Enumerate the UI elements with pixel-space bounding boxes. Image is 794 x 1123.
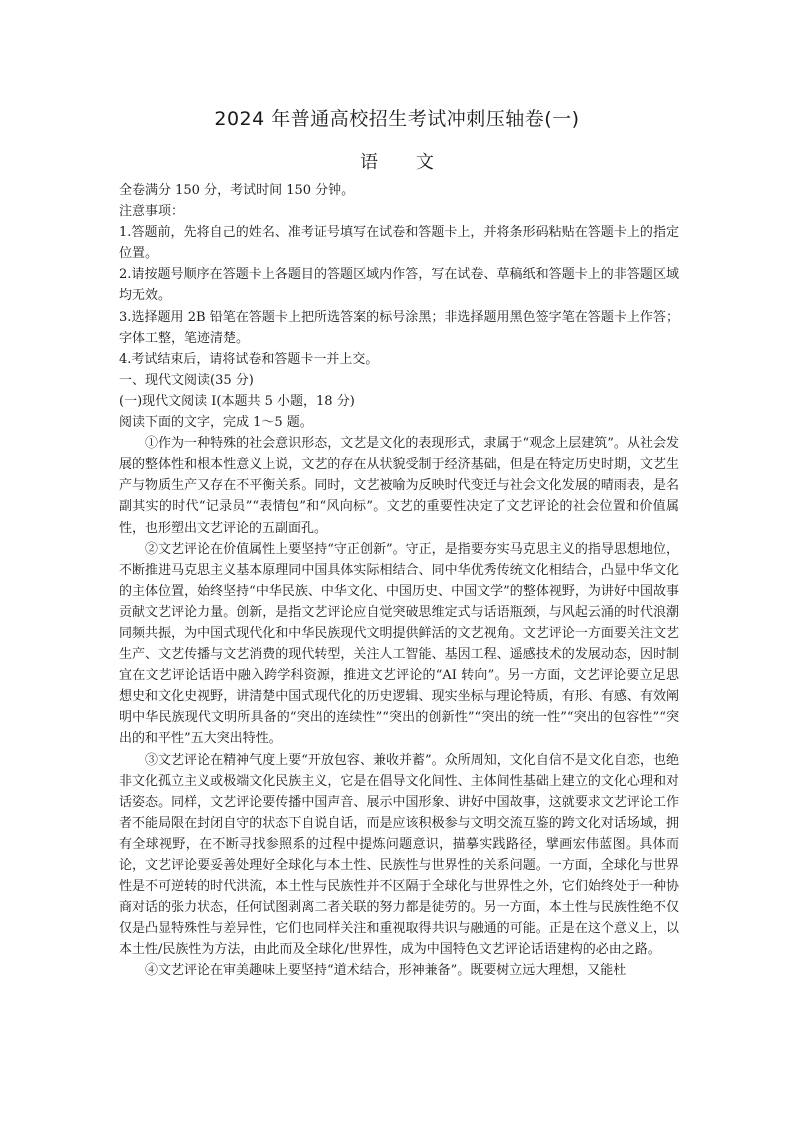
- score-line: 全卷满分 150 分，考试时间 150 分钟。: [119, 183, 355, 198]
- passage-paragraph: ③文艺评论在精神气度上要“开放包容、兼收并蓄”。众所周知，文化自信不是文化自恋，也绝非文化孤立主义或极端文化民族主义，它是在倡导文化间性、主体间性基础上建立的文化心理和对话姿态。同样，文艺评论要传播中国声音、展示中国形象、讲好中国故事，这就要求文艺评论工作者不能局限在封闭自守的状态下自说自话，而是应该积极参与文明交流互鉴的跨文化对话场域，拥有全球视野，在不断寻找参照系的过程中提炼问题意识，描摹实践路径，擘画宏伟蓝图。具体而论，文艺评论要妥善处理好全球化与本土性、民族性与世界性的关系问题。一方面，全球化与世界性是不可逆转的时代洪流，本土性与民族性并不区隔于全球化与世界性之外，它们始终处于一种协商对话的张力状态，任何试图剥离二者关联的努力都是徒劳的。另一方面，本土性与民族性绝不仅仅是凸显特殊性与差异性，它们也同样关注和重视取得共识与融通的可能。正是在这个意义上，以本土性/民族性为方法，由此而及全球化/世界性，成为中国特色文艺评论话语建构的必由之路。: [119, 752, 679, 958]
- passage-paragraph: ①作为一种特殊的社会意识形态，文艺是文化的表现形式，隶属于“观念上层建筑”。从社会发展的整体性和根本性意义上说，文艺的存在从状貌受制于经济基础，但是在特定历史时期，文艺生产与物质生产又存在不平衡关系。同时，文艺被喻为反映时代变迁与社会文化发展的晴雨表，是名副其实的时代“记录员”“表情包”和“风向标”。文艺的重要性决定了文艺评论的社会位置和价值属性，也形塑出文艺评论的五副面孔。: [119, 436, 679, 536]
- notice-title: 注意事项：: [119, 204, 185, 220]
- subject-title: 语文: [360, 152, 472, 173]
- notice-item: 1.答题前，先将自己的姓名、准考证号填写在试卷和答题卡上，并将条形码粘贴在答题卡上的指定位置。: [119, 225, 679, 262]
- section-heading: 一、现代文阅读(35 分): [119, 372, 254, 388]
- exam-body: [119, 180, 679, 982]
- section-subheading: (一)现代文阅读 I(本题共 5 小题，18 分): [119, 393, 355, 409]
- passage-paragraph: ②文艺评论在价值属性上要坚持“守正创新”。守正，是指要夯实马克思主义的指导思想地位，不断推进马克思主义基本原理同中国具体实际相结合、同中华优秀传统文化相结合，凸显中华文化的主体位置，始终坚持“中华民族、中华文化、中国历史、中国文学”的整体视野，为讲好中国故事贡献文艺评论力量。创新，是指文艺评论应自觉突破思维定式与话语瓶颈，与风起云涌的时代浪潮同频共振，为中国式现代化和中华民族现代文明提供鲜活的文艺视角。文艺评论一方面要关注文艺生产、文艺传播与文艺消费的现代转型，关注人工智能、基因工程、遥感技术的发展动态，因时制宜在文艺评论话语中融入跨学科资源，推进文艺评论的“AI 转向”。另一方面，文艺评论要立足思想史和文化史视野，讲清楚中国式现代化的历史逻辑、现实坐标与理论特质，有形、有感、有效阐明中华民族现代文明所具备的“突出的连续性”“突出的创新性”“突出的统一性”“突出的包容性”“突出的和平性”五大突出特性。: [119, 541, 679, 747]
- reading-instruction: 阅读下面的文字，完成 1～5 题。: [119, 415, 313, 431]
- passage-paragraph: ④文艺评论在审美趣味上要坚持“道术结合，形神兼备”。既要树立远大理想，又能杜: [145, 963, 627, 979]
- notice-item: 2.请按题号顺序在答题卡上各题目的答题区域内作答，写在试卷、草稿纸和答题卡上的非答题区域均无效。: [119, 267, 679, 304]
- exam-title: 2024 年普通高校招生考试冲刺压轴卷(一): [214, 108, 580, 130]
- notice-item: 4.考试结束后，请将试卷和答题卡一并上交。: [119, 351, 379, 367]
- notice-item: 3.选择题用 2B 铅笔在答题卡上把所选答案的标号涂黑；非选择题用黑色签字笔在答题卡上作答；字体工整，笔迹清楚。: [119, 309, 679, 346]
